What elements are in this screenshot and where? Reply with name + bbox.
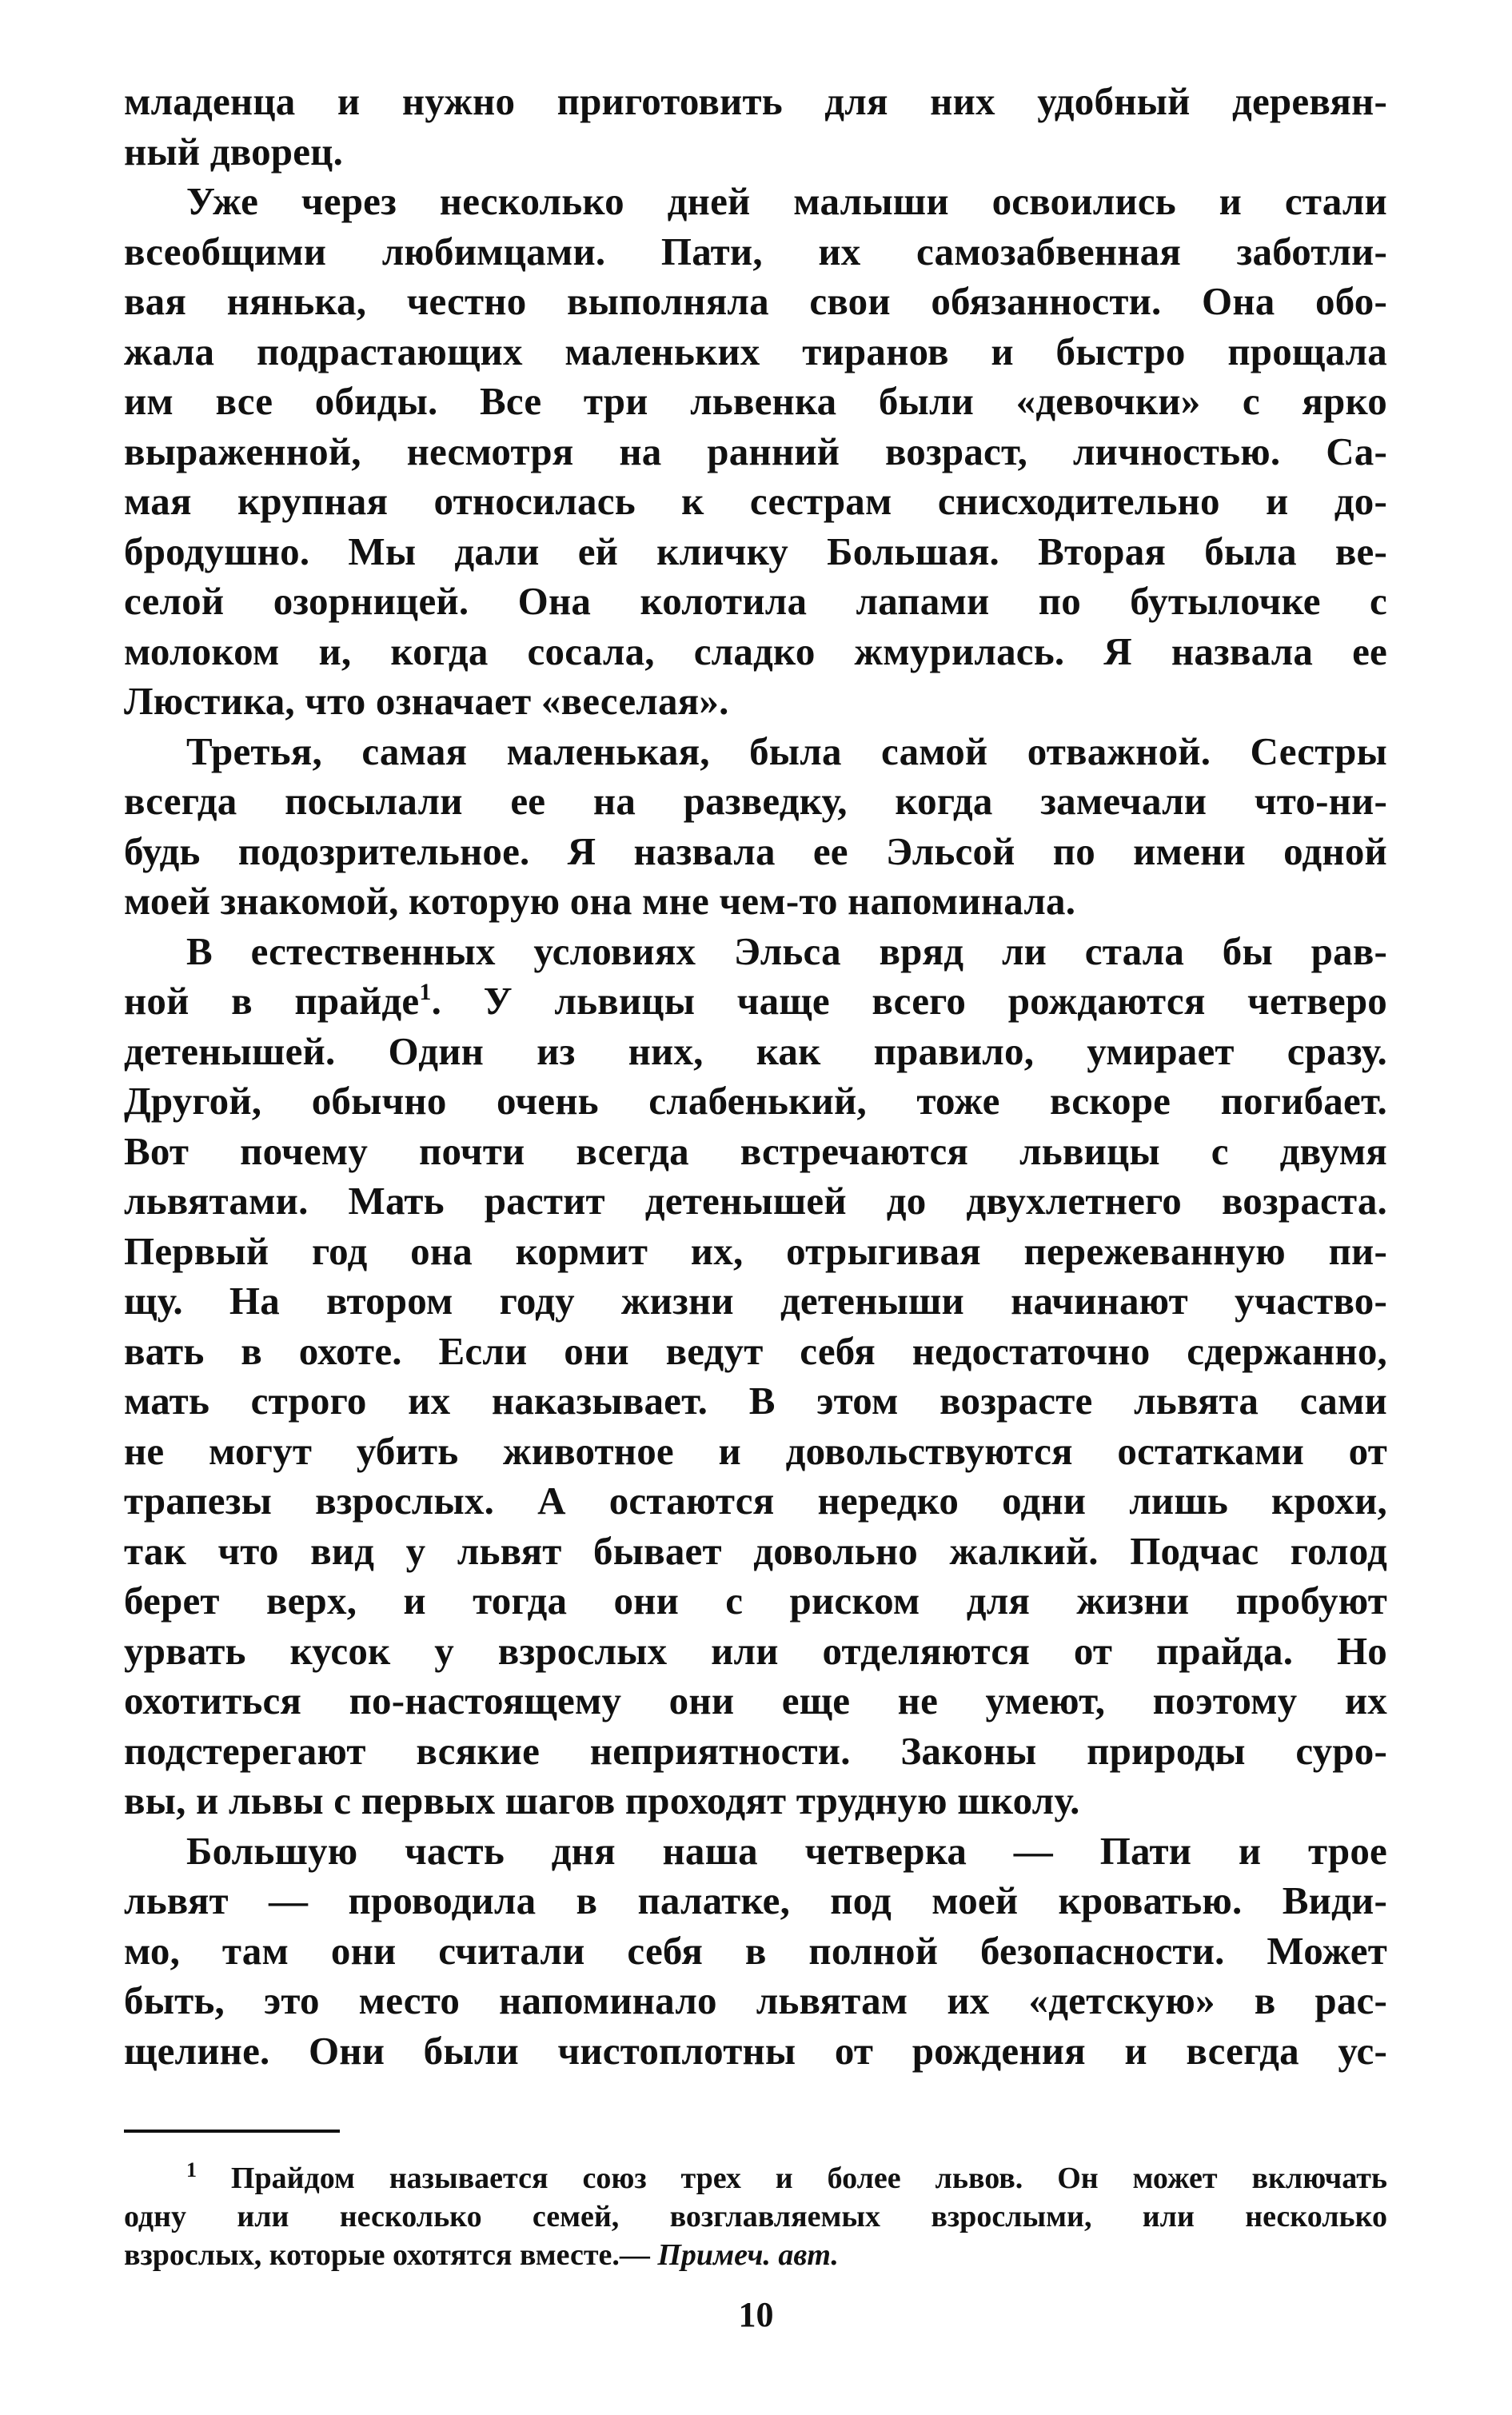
text-line: охотиться по-настоящему они еще не умеют, поэтому их — [124, 1679, 1387, 1722]
footnote-divider — [124, 2130, 340, 2133]
text-line: трапезы взрослых. А остаются нередко одни лишь крохи, — [124, 1479, 1387, 1523]
footnote — [124, 2159, 1387, 2274]
text-line: младенца и нужно приготовить для них удобный деревян- — [124, 79, 1387, 123]
text-line-with-footnote — [124, 976, 1387, 1027]
text-line: Первый год она кормит их, отрыгивая пережеванную пи- — [124, 1228, 1387, 1273]
text-line: мая крупная относилась к сестрам снисходительно и до- — [124, 479, 1387, 523]
footnote-line — [124, 2236, 1387, 2274]
text-line: детенышей. Один из них, как правило, умирает сразу. — [124, 1028, 1387, 1073]
text-line: Третья, самая маленькая, была самой отважной. Сестры — [186, 728, 1387, 773]
footnote-line: одну или несколько семей, возглавляемых взрослыми, или несколько — [124, 2200, 1387, 2233]
text-line: Большую часть дня наша четверка — Пати и трое — [186, 1828, 1387, 1873]
text-line: Вот почему почти всегда встречаются львицы с двумя — [124, 1128, 1387, 1173]
text-line: урвать кусок у взрослых или отделяются от прайда. Но — [124, 1628, 1387, 1673]
footnote-mark: 1 — [186, 2158, 197, 2181]
text-line: В естественных условиях Эльса вряд ли стала бы рав- — [186, 928, 1387, 973]
text-line: ный дворец. — [124, 129, 344, 174]
footnote-line — [124, 2159, 1387, 2197]
text-line: не могут убить животное и довольствуются остатками от — [124, 1428, 1387, 1473]
text-line: выраженной, несмотря на ранний возраст, личностью. Са- — [124, 429, 1387, 473]
text-fragment: ной в прайде — [124, 979, 420, 1023]
page-number: 10 — [738, 2295, 774, 2334]
text-line: молоком и, когда сосала, сладко жмурилась. Я назвала ее — [124, 629, 1387, 673]
text-line: вы, и львы с первых шагов проходят трудную школу. — [124, 1778, 1080, 1822]
text-line: щелине. Они были чистоплотны от рождения и всегда ус- — [124, 2028, 1387, 2073]
text-line: львят — проводила в палатке, под моей кроватью. Види- — [124, 1878, 1387, 1922]
text-line: им все обиды. Все три львенка были «девочки» с ярко — [124, 379, 1387, 423]
text-line: будь подозрительное. Я назвала ее Эльсой по имени одной — [124, 828, 1387, 873]
text-line: берет верх, и тогда они с риском для жизни пробуют — [124, 1579, 1387, 1623]
text-line: Люстика, что означает «веселая». — [124, 679, 729, 723]
footnote-text: Прайдом называется союз трех и более львов. Он может включать — [230, 2162, 1387, 2195]
text-line: львятами. Мать растит детенышей до двухлетнего возраста. — [124, 1179, 1387, 1223]
text-line: так что вид у львят бывает довольно жалкий. Подчас голод — [124, 1528, 1387, 1573]
text-line: бродушно. Мы дали ей кличку Большая. Вторая была ве- — [124, 529, 1387, 573]
text-line: селой озорницей. Она колотила лапами по бутылочке с — [124, 579, 1387, 623]
text-line: Другой, обычно очень слабенький, тоже вскоре погибает. — [124, 1079, 1387, 1123]
footnote-attribution: Примеч. авт. — [657, 2238, 839, 2272]
text-line: моей знакомой, которую она мне чем-то напоминала. — [124, 879, 1076, 923]
text-line: всегда посылали ее на разведку, когда замечали что-ни- — [124, 779, 1387, 823]
text-line: жала подрастающих маленьких тиранов и быстро прощала — [124, 329, 1387, 373]
text-line: щу. На втором году жизни детеныши начинают участво- — [124, 1279, 1387, 1323]
footnote-reference[interactable]: 1 — [419, 979, 432, 1005]
text-line: быть, это место напоминало львятам их «детскую» в рас- — [124, 1978, 1387, 2022]
text-line: мо, там они считали себя в полной безопасности. Может — [124, 1928, 1387, 1973]
text-line: мать строго их наказывает. В этом возрасте львята сами — [124, 1379, 1387, 1423]
text-fragment: . У львицы чаще всего рождаются четверо — [431, 979, 1387, 1023]
text-line: Уже через несколько дней малыши освоились и стали — [186, 179, 1387, 223]
footnote-text: взрослых, которые охотятся вместе.— — [124, 2238, 658, 2272]
text-line: вая нянька, честно выполняла свои обязанности. Она обо- — [124, 279, 1387, 323]
main-text — [124, 77, 1387, 2076]
text-line: всеобщими любимцами. Пати, их самозабвенная заботли- — [124, 229, 1387, 273]
text-line: вать в охоте. Если они ведут себя недостаточно сдержанно, — [124, 1328, 1387, 1373]
text-line: подстерегают всякие неприятности. Законы природы суро- — [124, 1728, 1387, 1773]
